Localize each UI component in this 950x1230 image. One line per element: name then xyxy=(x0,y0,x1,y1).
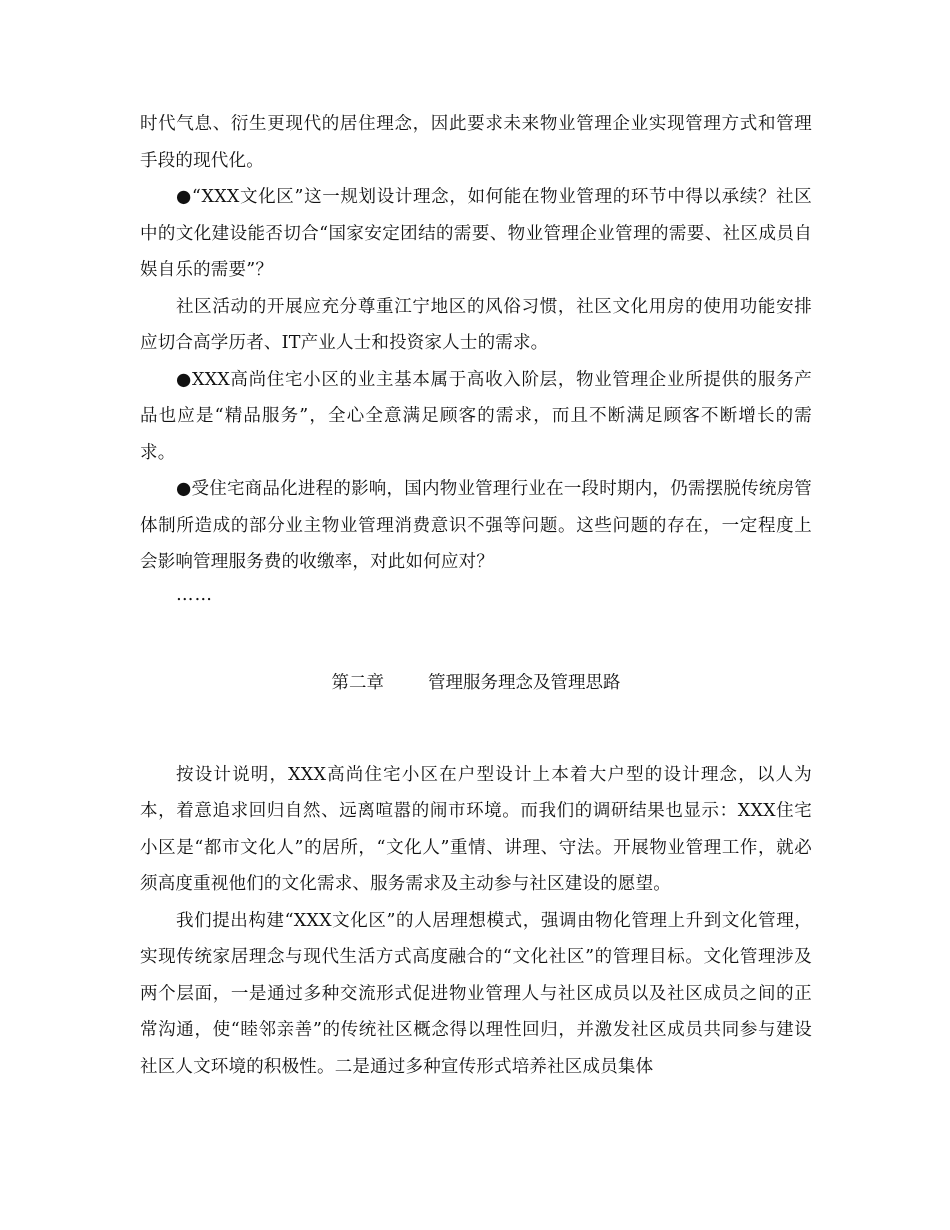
chapter-number: 第二章 xyxy=(331,672,384,693)
paragraph-continuation: 时代气息、衍生更现代的居住理念，因此要求未来物业管理企业实现管理方式和管理手段的现代化。 xyxy=(140,114,812,171)
paragraph-design-concept: 按设计说明，XXX高尚住宅小区在户型设计上本着大户型的设计理念，以人为本，着意追求回归自然、远离喧嚣的闹市环境。而我们的调研结果也显示：XXX住宅小区是“都市文化人”的居所，“文化人”重情、讲理、守法。开展物业管理工作，就必须高度重视他们的文化需求、服务需求及主动参与社区建设的愿望。 xyxy=(140,764,812,894)
document-body xyxy=(140,106,812,1085)
chapter-title: 管理服务理念及管理思路 xyxy=(428,672,621,693)
paragraph-culture-management: 我们提出构建“XXX文化区”的人居理想模式，强调由物化管理上升到文化管理，实现传统家居理念与现代生活方式高度融合的“文化社区”的管理目标。文化管理涉及两个层面，一是通过多种交流形式促进物业管理人与社区成员以及社区成员之间的正常沟通，使“睦邻亲善”的传统社区概念得以理性回归，并激发社区成员共同参与建设社区人文环境的积极性。二是通过多种宣传形式培养社区成员集体 xyxy=(140,910,812,1077)
paragraph-bullet-premium-service: ●XXX高尚住宅小区的业主基本属于高收入阶层，物业管理企业所提供的服务产品也应是“精品服务”，全心全意满足顾客的需求，而且不断满足顾客不断增长的需求。 xyxy=(140,369,812,463)
ellipsis-text: …… xyxy=(176,584,213,605)
paragraph-bullet-fee-collection: ●受住宅商品化进程的影响，国内物业管理行业在一段时期内，仍需摆脱传统房管体制所造成的部分业主物业管理消费意识不强等问题。这些问题的存在，一定程度上会影响管理服务费的收缴率，对此如何应对？ xyxy=(140,479,812,572)
paragraph-bullet-culture-zone: ●“XXX文化区”这一规划设计理念，如何能在物业管理的环节中得以承续？社区中的文化建设能否切合“国家安定团结的需要、物业管理企业管理的需要、社区成员自娱自乐的需要”？ xyxy=(140,187,812,280)
chapter-heading xyxy=(140,665,812,701)
paragraph-community-activities: 社区活动的开展应充分尊重江宁地区的风俗习惯，社区文化用房的使用功能安排应切合高学历者、IT产业人士和投资家人士的需求。 xyxy=(140,296,812,353)
